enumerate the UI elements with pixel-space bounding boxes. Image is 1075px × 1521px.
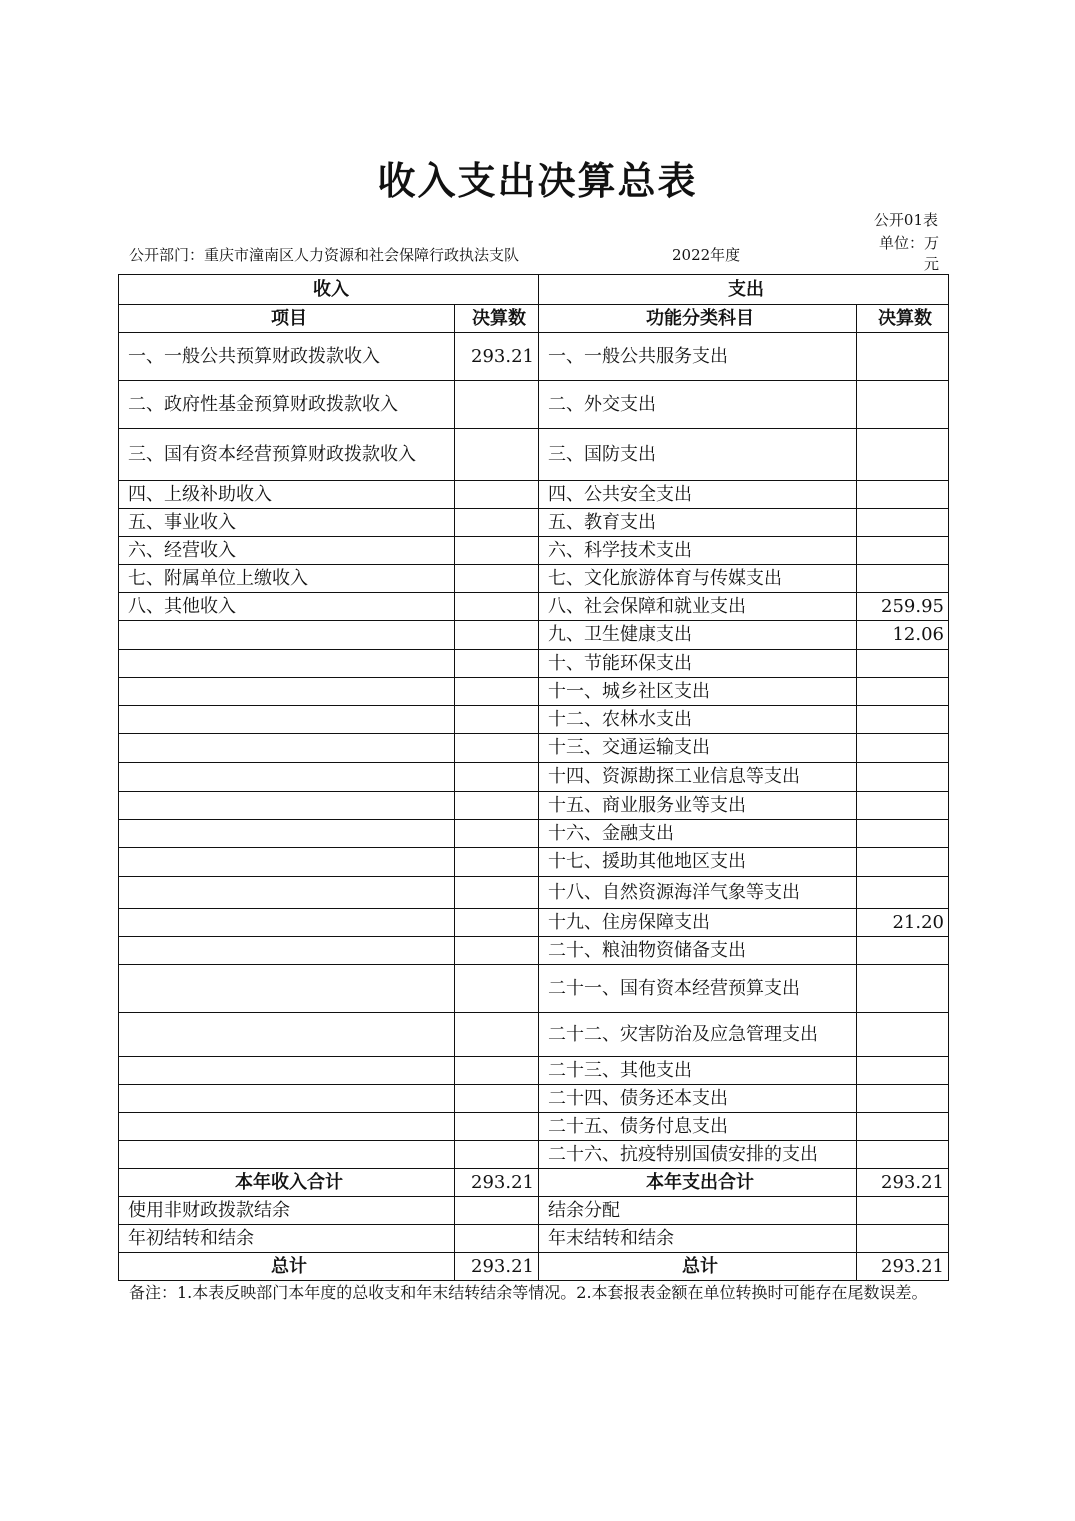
income-item: 七、附属单位上缴收入 bbox=[119, 565, 455, 593]
income-item bbox=[119, 621, 455, 650]
expense-item: 十、节能环保支出 bbox=[539, 650, 857, 678]
table-row bbox=[119, 650, 949, 678]
income-amount bbox=[455, 593, 539, 621]
amount2-header: 决算数 bbox=[857, 305, 949, 333]
income-item bbox=[119, 763, 455, 792]
expense-amount bbox=[857, 1141, 949, 1169]
expense-amount bbox=[857, 1225, 949, 1253]
expense-amount bbox=[857, 706, 949, 734]
income-expense-table bbox=[118, 274, 949, 1281]
income-item bbox=[119, 1113, 455, 1141]
expense-amount bbox=[857, 509, 949, 537]
income-item: 年初结转和结余 bbox=[119, 1225, 455, 1253]
expense-item: 十三、交通运输支出 bbox=[539, 734, 857, 763]
section-header-row bbox=[119, 275, 949, 305]
expense-item: 七、文化旅游体育与传媒支出 bbox=[539, 565, 857, 593]
expense-item: 三、国防支出 bbox=[539, 429, 857, 481]
expense-amount bbox=[857, 565, 949, 593]
table-row bbox=[119, 820, 949, 848]
department-label: 公开部门：重庆市潼南区人力资源和社会保障行政执法支队 bbox=[129, 246, 520, 264]
expense-amount bbox=[857, 381, 949, 429]
expense-item: 十二、农林水支出 bbox=[539, 706, 857, 734]
income-item: 一、一般公共预算财政拨款收入 bbox=[119, 333, 455, 381]
income-amount bbox=[455, 820, 539, 848]
income-amount bbox=[455, 848, 539, 877]
income-item bbox=[119, 734, 455, 763]
expense-item: 十八、自然资源海洋气象等支出 bbox=[539, 877, 857, 909]
income-amount bbox=[455, 678, 539, 706]
expense-item: 二十五、债务付息支出 bbox=[539, 1113, 857, 1141]
income-amount bbox=[455, 1113, 539, 1141]
income-amount bbox=[455, 1197, 539, 1225]
income-amount bbox=[455, 481, 539, 509]
income-item: 二、政府性基金预算财政拨款收入 bbox=[119, 381, 455, 429]
expense-amount bbox=[857, 1113, 949, 1141]
income-item bbox=[119, 706, 455, 734]
income-amount bbox=[455, 706, 539, 734]
expense-item: 十四、资源勘探工业信息等支出 bbox=[539, 763, 857, 792]
fiscal-year: 2022年度 bbox=[672, 246, 741, 264]
income-amount bbox=[455, 650, 539, 678]
income-item bbox=[119, 1141, 455, 1169]
form-number: 公开01表 bbox=[873, 211, 938, 229]
expense-amount bbox=[857, 1013, 949, 1057]
expense-amount bbox=[857, 678, 949, 706]
table-row bbox=[119, 1141, 949, 1169]
table-row bbox=[119, 509, 949, 537]
expense-item: 结余分配 bbox=[539, 1197, 857, 1225]
income-item bbox=[119, 792, 455, 820]
expense-item: 十七、援助其他地区支出 bbox=[539, 848, 857, 877]
table-row bbox=[119, 965, 949, 1013]
unit-label: 单位：万元 bbox=[878, 234, 939, 273]
income-item bbox=[119, 1085, 455, 1113]
income-item: 六、经营收入 bbox=[119, 537, 455, 565]
income-item bbox=[119, 848, 455, 877]
expense-amount bbox=[857, 429, 949, 481]
income-item bbox=[119, 877, 455, 909]
income-item bbox=[119, 650, 455, 678]
table-row bbox=[119, 1085, 949, 1113]
income-item bbox=[119, 1013, 455, 1057]
income-amount bbox=[455, 1141, 539, 1169]
expense-amount bbox=[857, 877, 949, 909]
expense-item: 二、外交支出 bbox=[539, 381, 857, 429]
income-amount: 293.21 bbox=[455, 333, 539, 381]
table-row bbox=[119, 1169, 949, 1197]
expense-item: 十一、城乡社区支出 bbox=[539, 678, 857, 706]
expense-amount: 293.21 bbox=[857, 1253, 949, 1281]
table-row bbox=[119, 1253, 949, 1281]
income-item: 四、上级补助收入 bbox=[119, 481, 455, 509]
income-item: 总计 bbox=[119, 1253, 455, 1281]
income-amount bbox=[455, 909, 539, 937]
expense-amount bbox=[857, 481, 949, 509]
income-amount bbox=[455, 937, 539, 965]
expense-amount bbox=[857, 792, 949, 820]
expense-amount: 12.06 bbox=[857, 621, 949, 650]
expense-item: 八、社会保障和就业支出 bbox=[539, 593, 857, 621]
expense-item: 二十、粮油物资储备支出 bbox=[539, 937, 857, 965]
table-row bbox=[119, 565, 949, 593]
expense-amount bbox=[857, 1085, 949, 1113]
table-row bbox=[119, 537, 949, 565]
table-row bbox=[119, 1225, 949, 1253]
table-row bbox=[119, 333, 949, 381]
page-title: 收入支出决算总表 bbox=[377, 159, 698, 203]
expense-item: 十五、商业服务业等支出 bbox=[539, 792, 857, 820]
item-header: 项目 bbox=[119, 305, 455, 333]
income-amount bbox=[455, 1225, 539, 1253]
expense-item: 本年支出合计 bbox=[539, 1169, 857, 1197]
expense-amount bbox=[857, 965, 949, 1013]
income-amount bbox=[455, 429, 539, 481]
table-row bbox=[119, 381, 949, 429]
income-amount bbox=[455, 792, 539, 820]
expense-amount bbox=[857, 650, 949, 678]
income-amount bbox=[455, 1013, 539, 1057]
income-amount: 293.21 bbox=[455, 1169, 539, 1197]
expense-amount: 293.21 bbox=[857, 1169, 949, 1197]
income-item: 五、事业收入 bbox=[119, 509, 455, 537]
table-row bbox=[119, 481, 949, 509]
income-amount bbox=[455, 877, 539, 909]
table-row bbox=[119, 1057, 949, 1085]
expense-amount bbox=[857, 1197, 949, 1225]
income-amount bbox=[455, 763, 539, 792]
income-item: 三、国有资本经营预算财政拨款收入 bbox=[119, 429, 455, 481]
income-amount bbox=[455, 1057, 539, 1085]
table-row bbox=[119, 734, 949, 763]
expense-item: 二十六、抗疫特别国债安排的支出 bbox=[539, 1141, 857, 1169]
expense-item: 二十四、债务还本支出 bbox=[539, 1085, 857, 1113]
expense-item: 总计 bbox=[539, 1253, 857, 1281]
expense-amount bbox=[857, 820, 949, 848]
table-row bbox=[119, 763, 949, 792]
expense-amount bbox=[857, 537, 949, 565]
table-row bbox=[119, 937, 949, 965]
expense-amount bbox=[857, 1057, 949, 1085]
expense-amount bbox=[857, 763, 949, 792]
table-row bbox=[119, 877, 949, 909]
income-amount bbox=[455, 621, 539, 650]
expense-item: 五、教育支出 bbox=[539, 509, 857, 537]
income-amount bbox=[455, 381, 539, 429]
expense-amount bbox=[857, 734, 949, 763]
income-header: 收入 bbox=[119, 275, 539, 305]
table-row bbox=[119, 848, 949, 877]
expense-amount bbox=[857, 333, 949, 381]
footnote: 备注：1.本表反映部门本年度的总收支和年末结转结余等情况。2.本套报表金额在单位转换时可能存在尾数误差。 bbox=[129, 1283, 928, 1302]
expense-amount bbox=[857, 937, 949, 965]
expense-item: 一、一般公共服务支出 bbox=[539, 333, 857, 381]
expense-item: 九、卫生健康支出 bbox=[539, 621, 857, 650]
table-row bbox=[119, 706, 949, 734]
income-item bbox=[119, 820, 455, 848]
column-header-row bbox=[119, 305, 949, 333]
income-item: 使用非财政拨款结余 bbox=[119, 1197, 455, 1225]
amount-header: 决算数 bbox=[455, 305, 539, 333]
expense-item: 四、公共安全支出 bbox=[539, 481, 857, 509]
expense-amount: 21.20 bbox=[857, 909, 949, 937]
income-item bbox=[119, 937, 455, 965]
expense-item: 二十一、国有资本经营预算支出 bbox=[539, 965, 857, 1013]
table-row bbox=[119, 1113, 949, 1141]
expense-item: 二十二、灾害防治及应急管理支出 bbox=[539, 1013, 857, 1057]
table-row bbox=[119, 621, 949, 650]
table-row bbox=[119, 1013, 949, 1057]
income-amount bbox=[455, 565, 539, 593]
table-row bbox=[119, 909, 949, 937]
table-row bbox=[119, 678, 949, 706]
category-header: 功能分类科目 bbox=[539, 305, 857, 333]
table-row bbox=[119, 429, 949, 481]
income-item bbox=[119, 909, 455, 937]
expense-amount bbox=[857, 848, 949, 877]
expense-header: 支出 bbox=[539, 275, 949, 305]
income-item: 八、其他收入 bbox=[119, 593, 455, 621]
income-item bbox=[119, 678, 455, 706]
income-amount: 293.21 bbox=[455, 1253, 539, 1281]
income-amount bbox=[455, 537, 539, 565]
expense-item: 六、科学技术支出 bbox=[539, 537, 857, 565]
income-amount bbox=[455, 734, 539, 763]
table-row bbox=[119, 1197, 949, 1225]
income-item bbox=[119, 1057, 455, 1085]
expense-item: 十六、金融支出 bbox=[539, 820, 857, 848]
table-row bbox=[119, 593, 949, 621]
income-item: 本年收入合计 bbox=[119, 1169, 455, 1197]
income-item bbox=[119, 965, 455, 1013]
expense-item: 十九、住房保障支出 bbox=[539, 909, 857, 937]
expense-amount: 259.95 bbox=[857, 593, 949, 621]
income-amount bbox=[455, 965, 539, 1013]
income-amount bbox=[455, 1085, 539, 1113]
income-amount bbox=[455, 509, 539, 537]
table-row bbox=[119, 792, 949, 820]
expense-item: 年末结转和结余 bbox=[539, 1225, 857, 1253]
expense-item: 二十三、其他支出 bbox=[539, 1057, 857, 1085]
